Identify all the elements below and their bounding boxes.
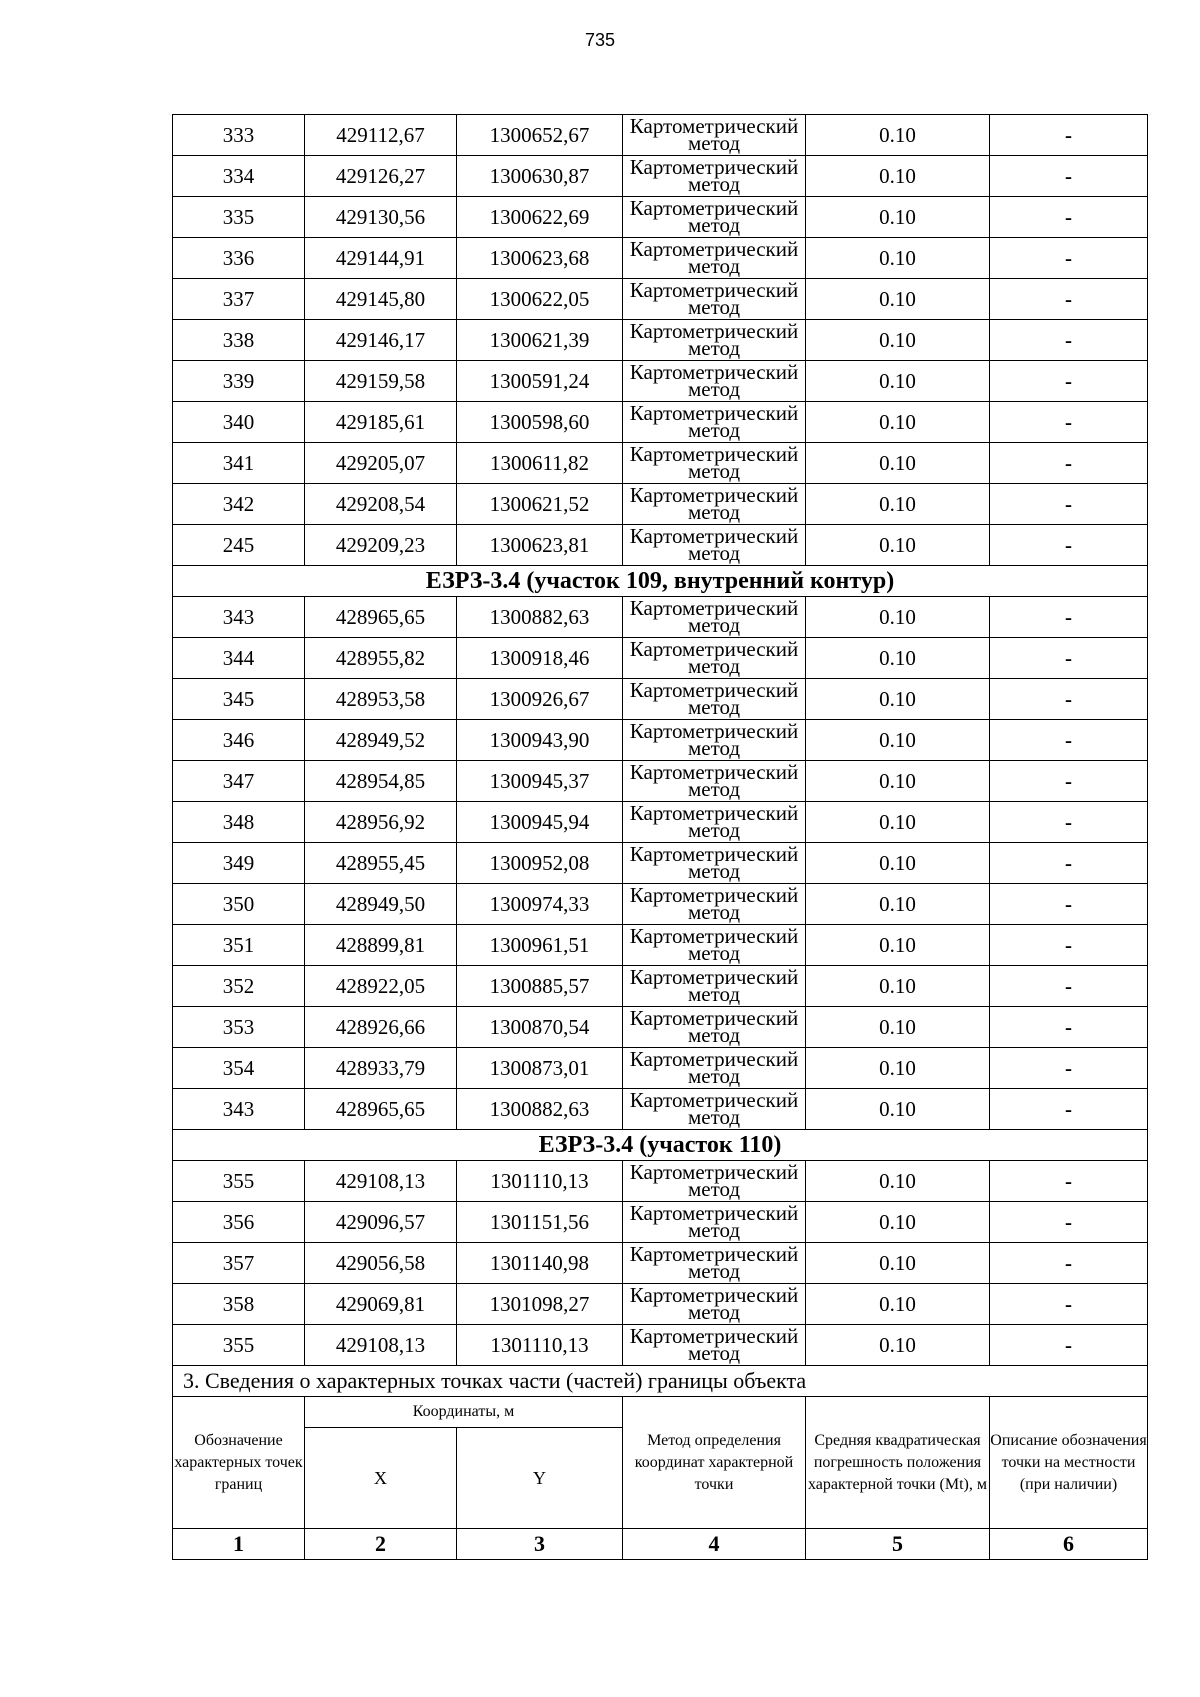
mt-value: 0.10 (806, 597, 990, 638)
method-cell (623, 484, 806, 525)
point-number: 333 (173, 115, 305, 156)
coord-y: 1300882,63 (457, 1089, 623, 1130)
point-number: 348 (173, 802, 305, 843)
method-line2: метод (687, 613, 741, 637)
method-line2: метод (687, 418, 741, 442)
method-cell (623, 597, 806, 638)
coord-y: 1300974,33 (457, 884, 623, 925)
coord-x: 428956,92 (305, 802, 457, 843)
method-cell (623, 238, 806, 279)
mt-value: 0.10 (806, 966, 990, 1007)
table-row (173, 279, 1148, 320)
description-dash: - (990, 115, 1148, 156)
method-line1: Картометрический (629, 237, 799, 261)
method-cell (623, 802, 806, 843)
mt-value: 0.10 (806, 279, 990, 320)
table-row (173, 525, 1148, 566)
point-number: 336 (173, 238, 305, 279)
coord-x: 428949,50 (305, 884, 457, 925)
method-cell (623, 443, 806, 484)
method-line1: Картометрический (629, 924, 799, 948)
method-cell (623, 320, 806, 361)
point-number: 245 (173, 525, 305, 566)
table-row (173, 1007, 1148, 1048)
coord-x: 429145,80 (305, 279, 457, 320)
coord-x: 429126,27 (305, 156, 457, 197)
method-line1: Картометрический (629, 278, 799, 302)
point-number: 337 (173, 279, 305, 320)
coord-y: 1300611,82 (457, 443, 623, 484)
mt-value: 0.10 (806, 320, 990, 361)
coord-x: 429130,56 (305, 197, 457, 238)
description-dash: - (990, 402, 1148, 443)
table-row (173, 1325, 1148, 1366)
header-designation: Обозначение характерных точек границ (173, 1397, 305, 1529)
method-line2: метод (687, 654, 741, 678)
method-line1: Картометрический (629, 524, 799, 548)
method-line1: Картометрический (629, 801, 799, 825)
coord-y: 1300926,67 (457, 679, 623, 720)
point-number: 355 (173, 1325, 305, 1366)
section-title-row (173, 566, 1148, 597)
mt-value: 0.10 (806, 843, 990, 884)
coord-y: 1300882,63 (457, 597, 623, 638)
point-number: 345 (173, 679, 305, 720)
description-dash: - (990, 966, 1148, 1007)
method-cell (623, 279, 806, 320)
description-dash: - (990, 1202, 1148, 1243)
section-title-row (173, 1130, 1148, 1161)
coord-x: 429208,54 (305, 484, 457, 525)
method-line2: метод (687, 900, 741, 924)
method-line1: Картометрический (629, 596, 799, 620)
method-line1: Картометрический (629, 1242, 799, 1266)
description-dash: - (990, 1243, 1148, 1284)
header-y: Y (457, 1428, 623, 1529)
method-cell (623, 1007, 806, 1048)
coord-x: 428949,52 (305, 720, 457, 761)
method-cell (623, 720, 806, 761)
mt-value: 0.10 (806, 1202, 990, 1243)
mt-value: 0.10 (806, 884, 990, 925)
coord-y: 1300622,69 (457, 197, 623, 238)
description-dash: - (990, 1007, 1148, 1048)
mt-value: 0.10 (806, 115, 990, 156)
table-row (173, 884, 1148, 925)
point-number: 349 (173, 843, 305, 884)
coord-y: 1300885,57 (457, 966, 623, 1007)
coord-y: 1301110,13 (457, 1161, 623, 1202)
table-row (173, 761, 1148, 802)
method-line1: Картометрический (629, 1201, 799, 1225)
method-line2: метод (687, 818, 741, 842)
method-line1: Картометрический (629, 155, 799, 179)
method-line2: метод (687, 254, 741, 278)
coord-x: 429144,91 (305, 238, 457, 279)
point-number: 347 (173, 761, 305, 802)
description-dash: - (990, 1048, 1148, 1089)
method-line1: Картометрический (629, 842, 799, 866)
mt-value: 0.10 (806, 1325, 990, 1366)
method-line2: метод (687, 459, 741, 483)
column-number: 1 (173, 1529, 305, 1560)
method-line1: Картометрический (629, 1006, 799, 1030)
method-line1: Картометрический (629, 114, 799, 138)
table-row (173, 115, 1148, 156)
coord-y: 1301098,27 (457, 1284, 623, 1325)
method-line1: Картометрический (629, 1324, 799, 1348)
table-row (173, 843, 1148, 884)
method-cell (623, 925, 806, 966)
point-number: 344 (173, 638, 305, 679)
section-title: ЕЗРЗ-3.4 (участок 109, внутренний контур) (173, 566, 1148, 597)
section-title: ЕЗРЗ-3.4 (участок 110) (173, 1130, 1148, 1161)
table-row (173, 597, 1148, 638)
mt-value: 0.10 (806, 238, 990, 279)
coord-y: 1300918,46 (457, 638, 623, 679)
method-cell (623, 843, 806, 884)
section3-heading-row (173, 1366, 1148, 1397)
coord-x: 428922,05 (305, 966, 457, 1007)
coord-y: 1301110,13 (457, 1325, 623, 1366)
method-line1: Картометрический (629, 401, 799, 425)
page-number: 735 (584, 30, 616, 50)
description-dash: - (990, 720, 1148, 761)
point-number: 357 (173, 1243, 305, 1284)
method-line2: метод (687, 500, 741, 524)
point-number: 338 (173, 320, 305, 361)
coord-x: 428955,82 (305, 638, 457, 679)
coord-y: 1300943,90 (457, 720, 623, 761)
method-cell (623, 1243, 806, 1284)
mt-value: 0.10 (806, 525, 990, 566)
method-line2: метод (687, 777, 741, 801)
description-dash: - (990, 679, 1148, 720)
method-cell (623, 966, 806, 1007)
coord-y: 1300630,87 (457, 156, 623, 197)
method-line2: метод (687, 982, 741, 1006)
mt-value: 0.10 (806, 720, 990, 761)
description-dash: - (990, 597, 1148, 638)
method-line2: метод (687, 336, 741, 360)
header-x: X (305, 1428, 457, 1529)
coord-x: 428933,79 (305, 1048, 457, 1089)
method-line1: Картометрический (629, 1160, 799, 1184)
method-cell (623, 156, 806, 197)
coord-x: 428953,58 (305, 679, 457, 720)
description-dash: - (990, 761, 1148, 802)
method-cell (623, 361, 806, 402)
point-number: 343 (173, 1089, 305, 1130)
coord-y: 1300622,05 (457, 279, 623, 320)
coord-x: 429108,13 (305, 1325, 457, 1366)
method-cell (623, 525, 806, 566)
coord-y: 1300598,60 (457, 402, 623, 443)
method-line1: Картометрический (629, 719, 799, 743)
description-dash: - (990, 279, 1148, 320)
coord-x: 429185,61 (305, 402, 457, 443)
method-line2: метод (687, 941, 741, 965)
method-cell (623, 884, 806, 925)
description-dash: - (990, 443, 1148, 484)
table-row (173, 802, 1148, 843)
mt-value: 0.10 (806, 638, 990, 679)
method-line2: метод (687, 172, 741, 196)
coord-x: 428954,85 (305, 761, 457, 802)
coord-y: 1300873,01 (457, 1048, 623, 1089)
description-dash: - (990, 525, 1148, 566)
coord-y: 1300945,37 (457, 761, 623, 802)
description-dash: - (990, 925, 1148, 966)
coord-x: 428955,45 (305, 843, 457, 884)
method-cell (623, 1048, 806, 1089)
point-number: 341 (173, 443, 305, 484)
coord-x: 428965,65 (305, 1089, 457, 1130)
coord-y: 1300870,54 (457, 1007, 623, 1048)
method-line2: метод (687, 1341, 741, 1365)
point-number: 343 (173, 597, 305, 638)
coord-y: 1300621,52 (457, 484, 623, 525)
column-number: 5 (806, 1529, 990, 1560)
point-number: 354 (173, 1048, 305, 1089)
description-dash: - (990, 484, 1148, 525)
description-dash: - (990, 197, 1148, 238)
method-line1: Картометрический (629, 760, 799, 784)
header-error: Средняя квадратическая погрешность положения характерной точки (Mt), м (806, 1397, 990, 1529)
point-number: 340 (173, 402, 305, 443)
coord-x: 429159,58 (305, 361, 457, 402)
header-description: Описание обозначения точки на местности (при наличии) (990, 1397, 1148, 1529)
table-row (173, 1284, 1148, 1325)
method-cell (623, 1161, 806, 1202)
coord-y: 1300623,68 (457, 238, 623, 279)
mt-value: 0.10 (806, 361, 990, 402)
table-row (173, 484, 1148, 525)
point-number: 346 (173, 720, 305, 761)
method-line1: Картометрический (629, 483, 799, 507)
mt-value: 0.10 (806, 1161, 990, 1202)
description-dash: - (990, 843, 1148, 884)
method-line1: Картометрический (629, 883, 799, 907)
point-number: 355 (173, 1161, 305, 1202)
table-row (173, 720, 1148, 761)
description-dash: - (990, 1284, 1148, 1325)
point-number: 358 (173, 1284, 305, 1325)
coord-x: 428899,81 (305, 925, 457, 966)
coord-x: 429146,17 (305, 320, 457, 361)
coord-y: 1300621,39 (457, 320, 623, 361)
coord-y: 1301151,56 (457, 1202, 623, 1243)
method-line2: метод (687, 295, 741, 319)
mt-value: 0.10 (806, 197, 990, 238)
header-coordinates: Координаты, м (305, 1397, 623, 1428)
method-line1: Картометрический (629, 196, 799, 220)
coord-y: 1300952,08 (457, 843, 623, 884)
table-row (173, 197, 1148, 238)
column-number: 3 (457, 1529, 623, 1560)
method-line2: метод (687, 541, 741, 565)
table-row (173, 361, 1148, 402)
table-row (173, 966, 1148, 1007)
table-row (173, 1161, 1148, 1202)
method-line2: метод (687, 377, 741, 401)
mt-value: 0.10 (806, 1007, 990, 1048)
mt-value: 0.10 (806, 679, 990, 720)
coord-x: 428965,65 (305, 597, 457, 638)
mt-value: 0.10 (806, 1089, 990, 1130)
method-cell (623, 638, 806, 679)
coord-x: 429112,67 (305, 115, 457, 156)
coord-y: 1301140,98 (457, 1243, 623, 1284)
method-cell (623, 761, 806, 802)
header-row (173, 1397, 1148, 1428)
coord-x: 429069,81 (305, 1284, 457, 1325)
coord-x: 429205,07 (305, 443, 457, 484)
point-number: 335 (173, 197, 305, 238)
method-cell (623, 679, 806, 720)
mt-value: 0.10 (806, 402, 990, 443)
method-line1: Картометрический (629, 319, 799, 343)
method-line2: метод (687, 1300, 741, 1324)
method-line2: метод (687, 1259, 741, 1283)
method-cell (623, 1202, 806, 1243)
method-line1: Картометрический (629, 637, 799, 661)
description-dash: - (990, 1161, 1148, 1202)
method-line1: Картометрический (629, 442, 799, 466)
mt-value: 0.10 (806, 1284, 990, 1325)
method-line2: метод (687, 859, 741, 883)
table-row (173, 925, 1148, 966)
method-line2: метод (687, 1177, 741, 1201)
table-row (173, 638, 1148, 679)
point-number: 350 (173, 884, 305, 925)
method-line1: Картометрический (629, 678, 799, 702)
coord-x: 429209,23 (305, 525, 457, 566)
description-dash: - (990, 884, 1148, 925)
method-cell (623, 402, 806, 443)
method-line2: метод (687, 1218, 741, 1242)
method-cell (623, 1325, 806, 1366)
method-line1: Картометрический (629, 1088, 799, 1112)
point-number: 352 (173, 966, 305, 1007)
coord-y: 1300652,67 (457, 115, 623, 156)
point-number: 351 (173, 925, 305, 966)
column-number: 6 (990, 1529, 1148, 1560)
method-line1: Картометрический (629, 1047, 799, 1071)
column-number: 2 (305, 1529, 457, 1560)
description-dash: - (990, 802, 1148, 843)
point-number: 356 (173, 1202, 305, 1243)
mt-value: 0.10 (806, 1243, 990, 1284)
method-line2: метод (687, 695, 741, 719)
method-line2: метод (687, 1023, 741, 1047)
method-cell (623, 1089, 806, 1130)
coord-x: 429108,13 (305, 1161, 457, 1202)
table-row (173, 238, 1148, 279)
table-row (173, 156, 1148, 197)
method-line2: метод (687, 213, 741, 237)
mt-value: 0.10 (806, 156, 990, 197)
method-line2: метод (687, 131, 741, 155)
table-row (173, 402, 1148, 443)
method-line2: метод (687, 1064, 741, 1088)
description-dash: - (990, 238, 1148, 279)
mt-value: 0.10 (806, 925, 990, 966)
method-line2: метод (687, 736, 741, 760)
method-line1: Картометрический (629, 1283, 799, 1307)
description-dash: - (990, 156, 1148, 197)
coord-x: 429096,57 (305, 1202, 457, 1243)
coord-x: 428926,66 (305, 1007, 457, 1048)
section3-heading: 3. Сведения о характерных точках части (частей) границы объекта (173, 1366, 1148, 1397)
point-number: 353 (173, 1007, 305, 1048)
method-line2: метод (687, 1105, 741, 1129)
description-dash: - (990, 1325, 1148, 1366)
description-dash: - (990, 320, 1148, 361)
method-cell (623, 1284, 806, 1325)
table-row (173, 1202, 1148, 1243)
mt-value: 0.10 (806, 802, 990, 843)
coord-y: 1300945,94 (457, 802, 623, 843)
method-line1: Картометрический (629, 360, 799, 384)
method-cell (623, 115, 806, 156)
mt-value: 0.10 (806, 1048, 990, 1089)
column-number: 4 (623, 1529, 806, 1560)
description-dash: - (990, 361, 1148, 402)
table-row (173, 320, 1148, 361)
table-row (173, 443, 1148, 484)
mt-value: 0.10 (806, 443, 990, 484)
table-row (173, 1243, 1148, 1284)
coord-x: 429056,58 (305, 1243, 457, 1284)
method-cell (623, 197, 806, 238)
point-number: 339 (173, 361, 305, 402)
description-dash: - (990, 638, 1148, 679)
column-numbers-row (173, 1529, 1148, 1560)
coordinates-table (172, 114, 1148, 1560)
table-row (173, 1089, 1148, 1130)
method-line1: Картометрический (629, 965, 799, 989)
mt-value: 0.10 (806, 484, 990, 525)
description-dash: - (990, 1089, 1148, 1130)
header-method: Метод определения координат характерной точки (623, 1397, 806, 1529)
table-row (173, 1048, 1148, 1089)
point-number: 342 (173, 484, 305, 525)
point-number: 334 (173, 156, 305, 197)
coord-y: 1300961,51 (457, 925, 623, 966)
table-row (173, 679, 1148, 720)
mt-value: 0.10 (806, 761, 990, 802)
coord-y: 1300623,81 (457, 525, 623, 566)
coord-y: 1300591,24 (457, 361, 623, 402)
